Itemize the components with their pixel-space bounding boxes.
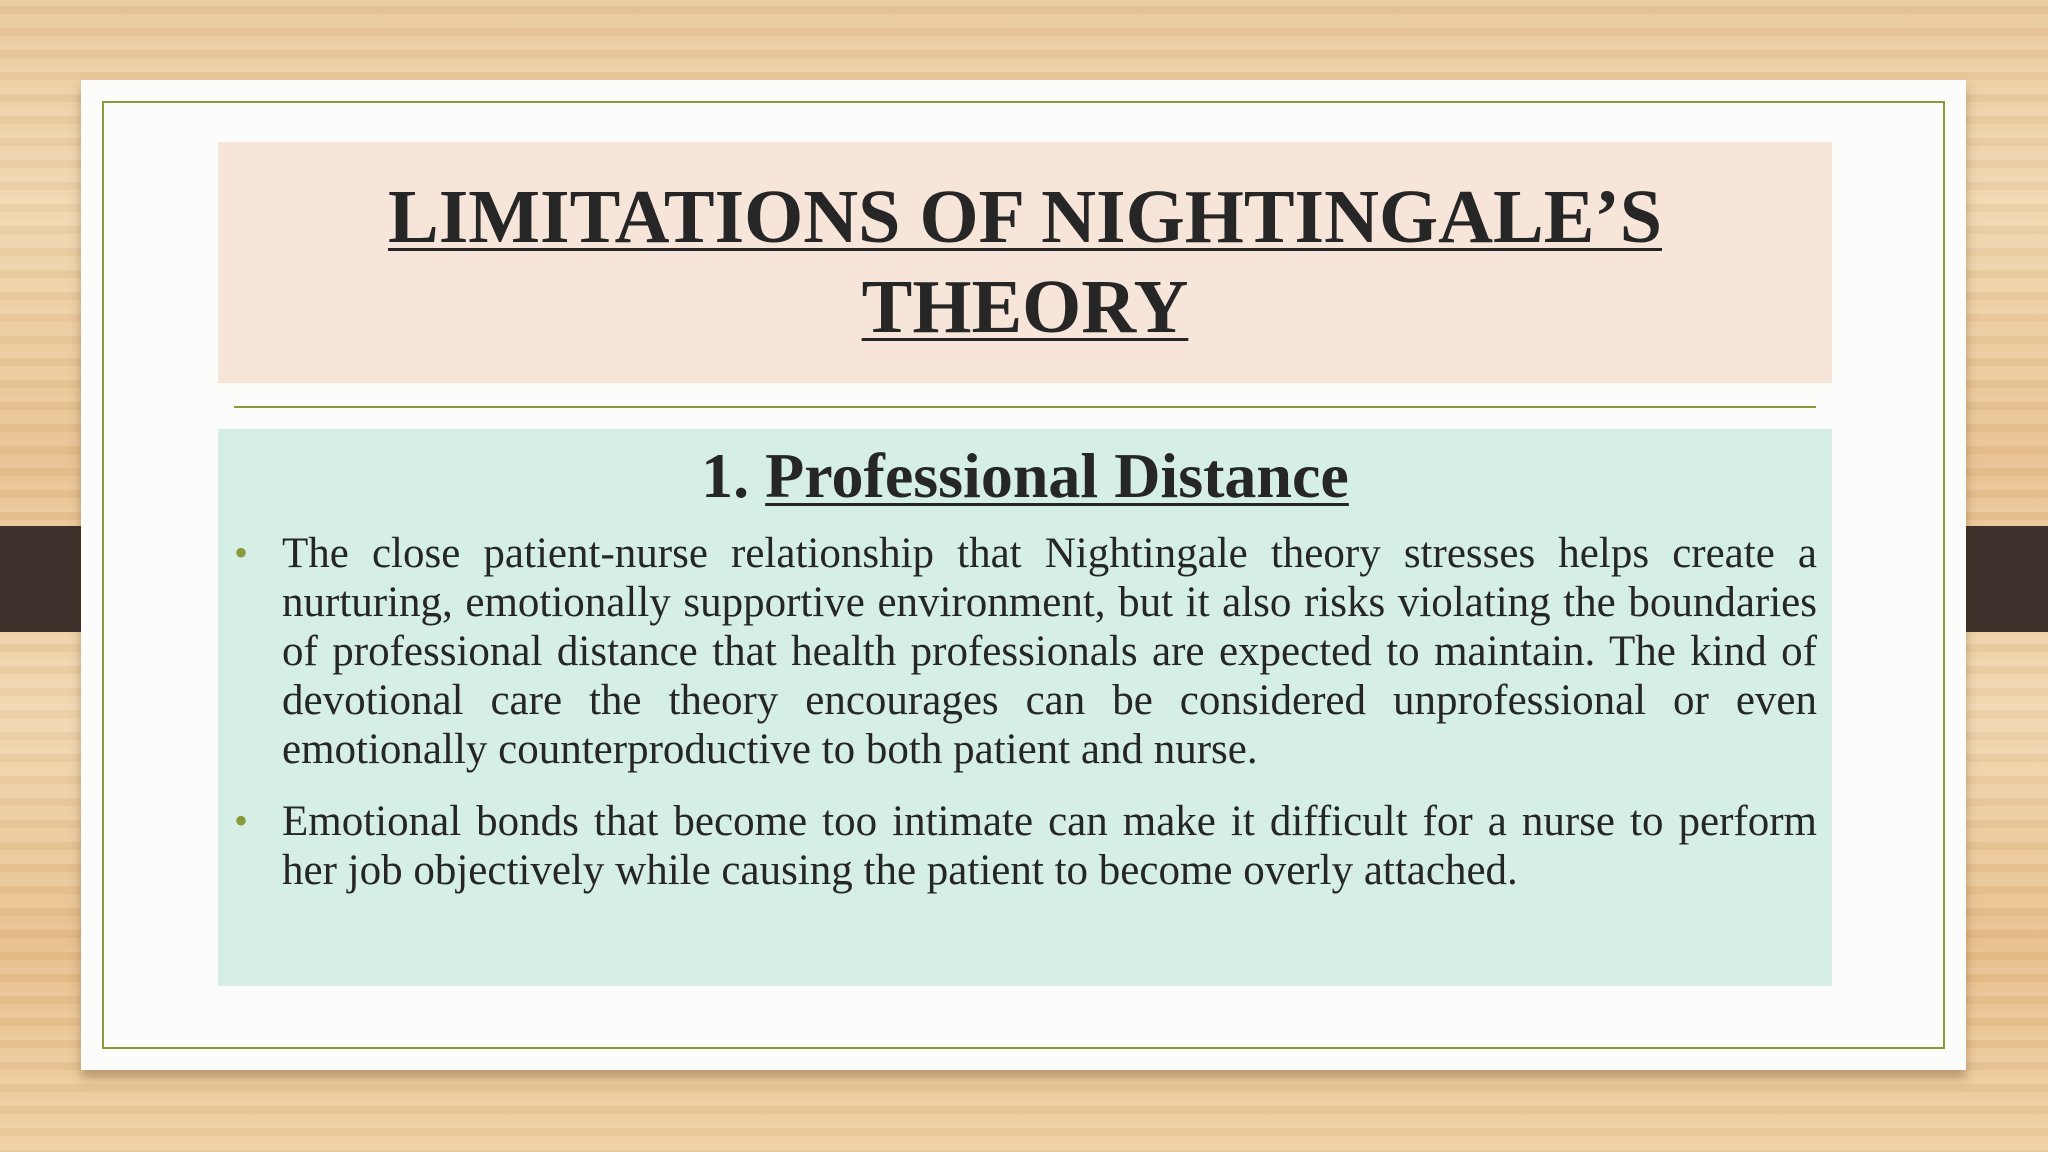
title-divider <box>234 406 1816 408</box>
title-band <box>218 142 1832 383</box>
slide-title <box>218 142 1832 352</box>
section-title: Professional Distance <box>765 440 1349 511</box>
content-band <box>218 429 1832 986</box>
section-number: 1. <box>701 440 750 511</box>
section-heading <box>218 429 1832 515</box>
bullet-icon: • <box>234 530 249 575</box>
bullet-text: The close patient-nurse relationship that Nightingale theory stresses helps create a nurturing, emotionally supportive environment, but it also risks violating the boundaries of professional distance that health professionals are expected to maintain. The kind of devotional care the theory encourages can be considered unprofessional or even emotionally counterproductive to both patient and nurse. <box>282 530 1817 773</box>
bullet-list <box>218 529 1832 918</box>
slide-title-line-2: THEORY <box>861 265 1189 349</box>
slide-title-line-1: LIMITATIONS OF NIGHTINGALE’S <box>388 175 1662 259</box>
bullet-text: Emotional bonds that become too intimate can make it difficult for a nurse to perform her job objectively while causing the patient to become overly attached. <box>282 798 1817 894</box>
bullet-item <box>218 529 1832 774</box>
bullet-icon: • <box>234 798 249 843</box>
slide-card <box>81 80 1966 1070</box>
bullet-item <box>218 797 1832 895</box>
